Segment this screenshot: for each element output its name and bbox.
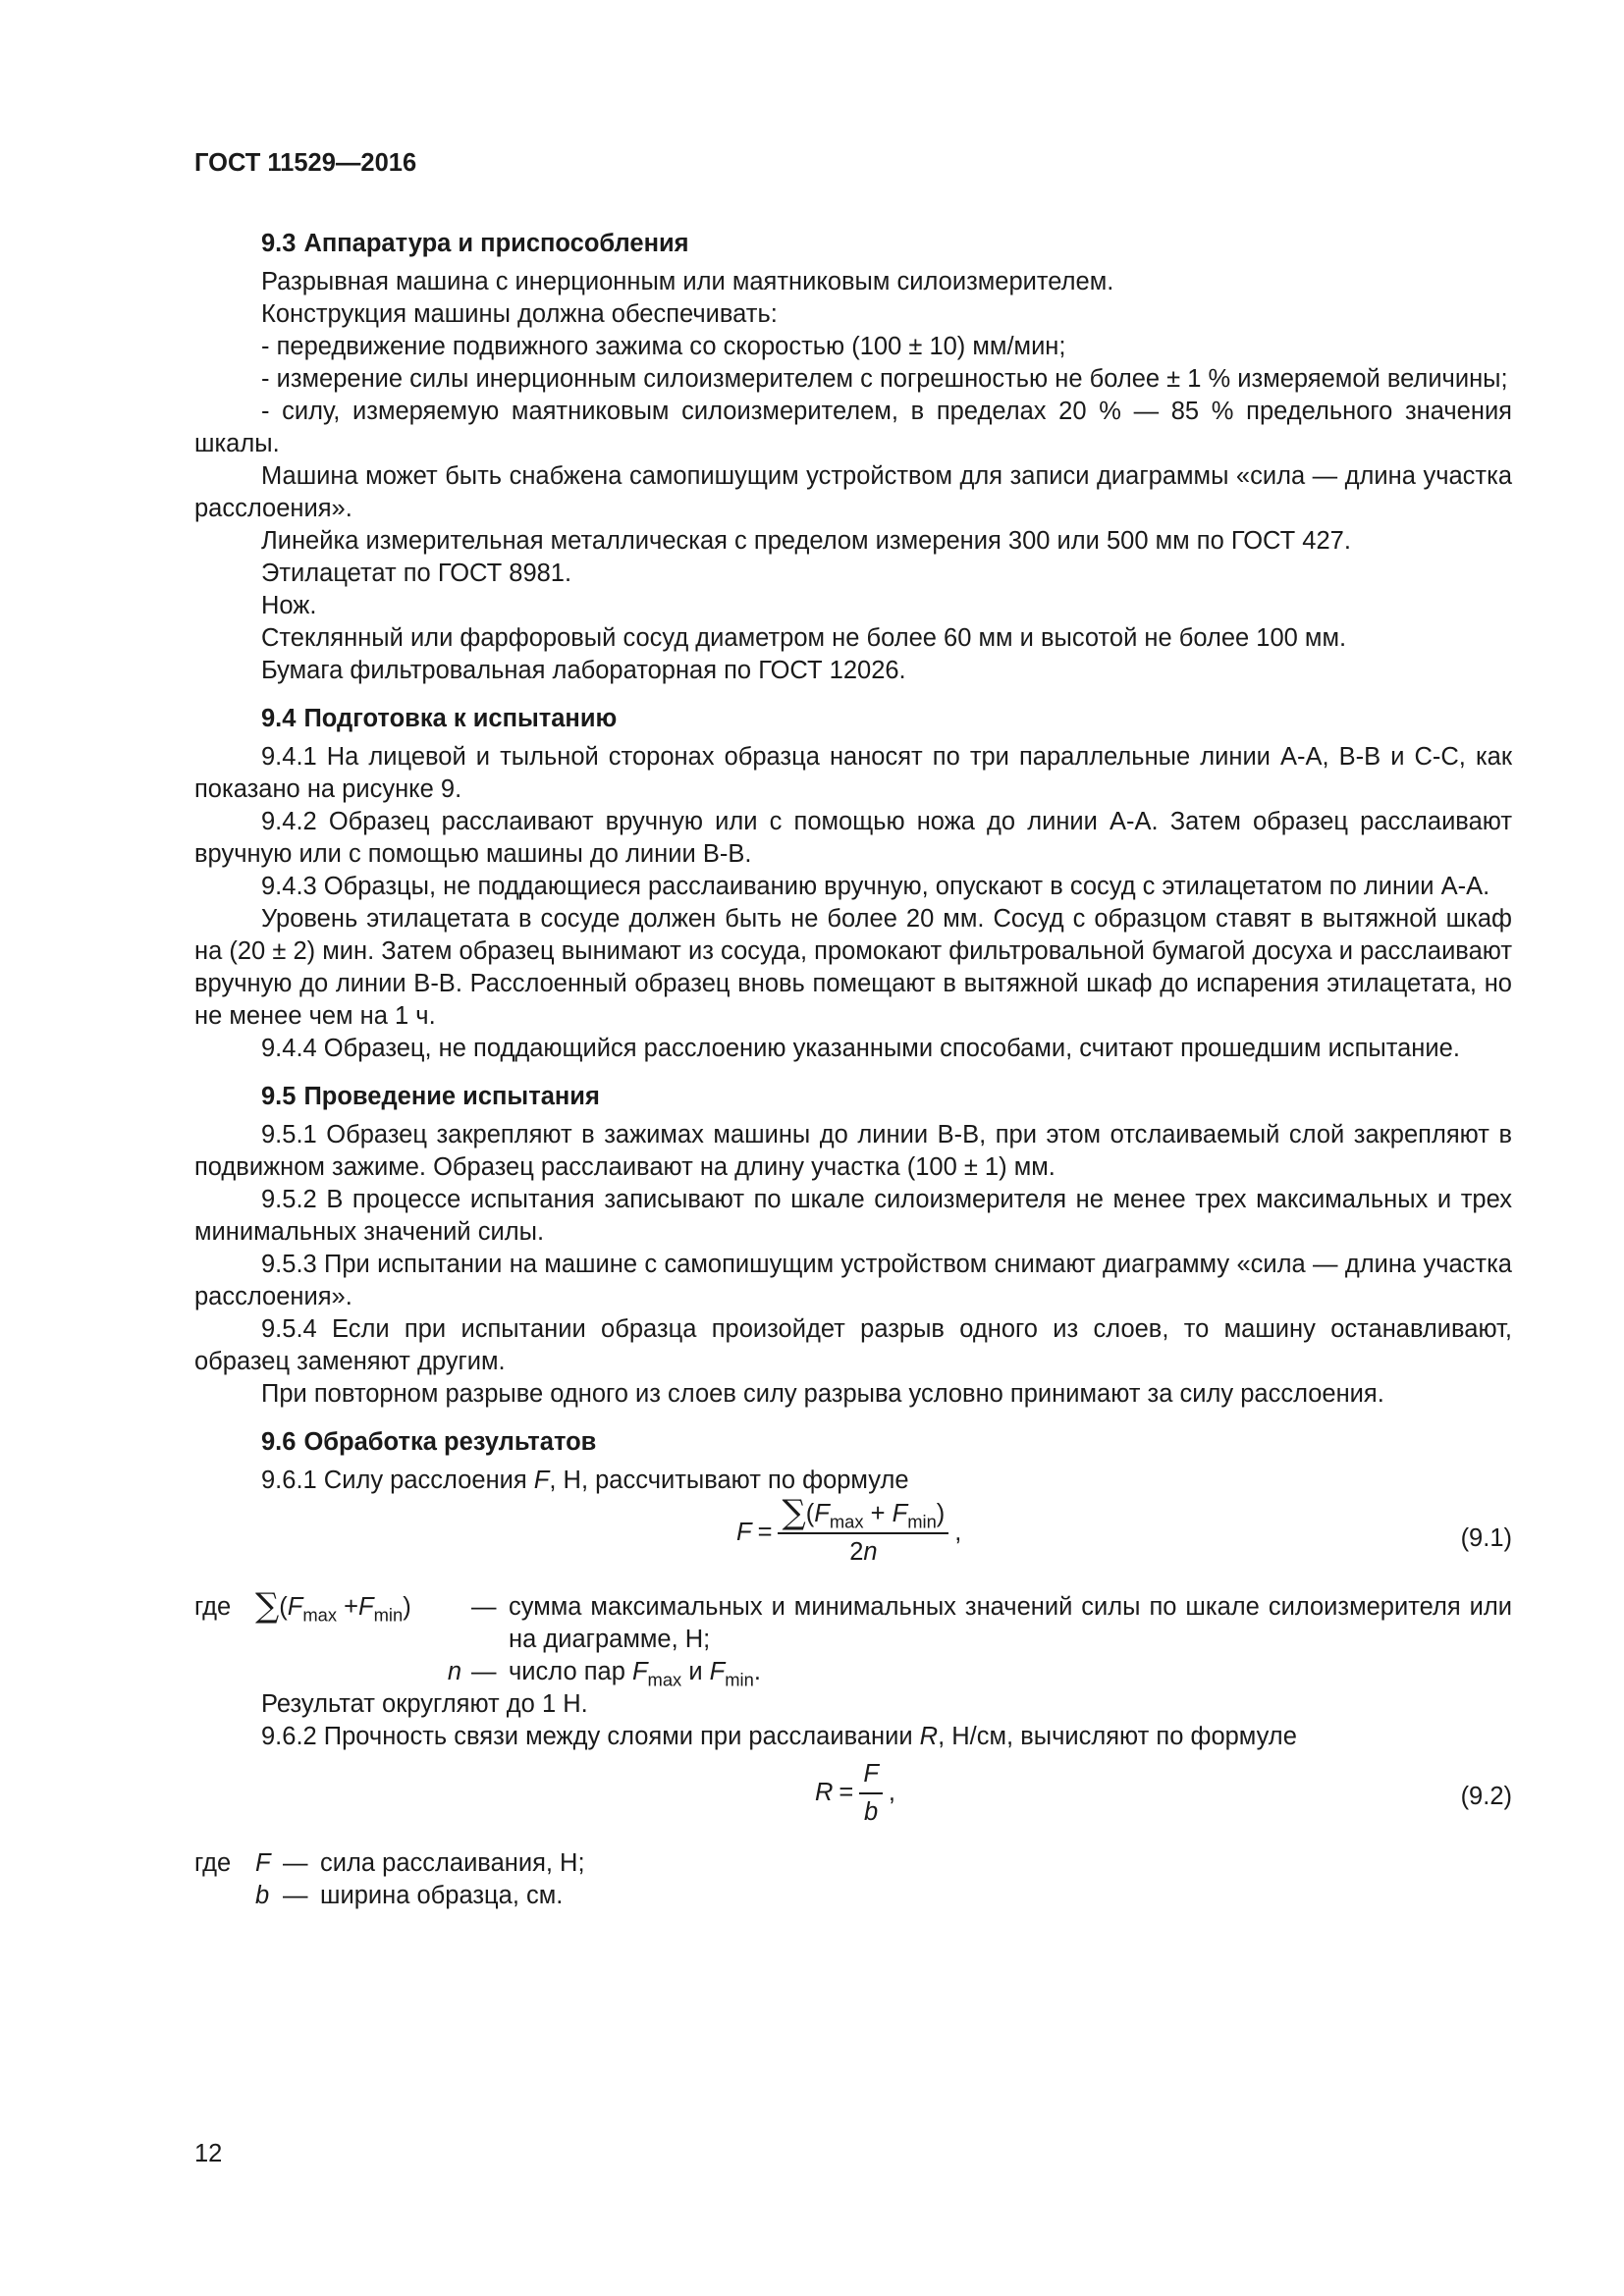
equals-sign: = bbox=[757, 1518, 773, 1546]
paragraph: 9.4.1 На лицевой и тыльной сторонах образца наносят по три параллельные линии А-А, В-В и С-С, как показано на рисунке 9. bbox=[194, 743, 1512, 803]
equation-number: (9.1) bbox=[1460, 1524, 1512, 1552]
where-block-2 bbox=[194, 1847, 1512, 1912]
variable: F bbox=[255, 1849, 271, 1877]
section-number: 9.6 bbox=[261, 1428, 297, 1456]
text: . bbox=[753, 1658, 761, 1685]
paragraph: Нож. bbox=[261, 592, 317, 619]
where-description bbox=[509, 1656, 1512, 1688]
paragraph bbox=[194, 1465, 1512, 1497]
text: 2 bbox=[849, 1538, 864, 1566]
page-content bbox=[194, 228, 1512, 1912]
subscript: min bbox=[725, 1669, 754, 1690]
paragraph: Уровень этилацетата в сосуде должен быть не более 20 мм. Сосуд с образцом ставят в вытяжной шкаф на (20 ± 2) мин. Затем образец вынимают из сосуда, промокают фильтровальной бумагой досуха и расслаивают вручную до линии В-В. Расслоенный образец вновь помещают в вытяжной шкаф до испарения этилацетата, но не менее чем на 1 ч. bbox=[194, 905, 1512, 1030]
subscript: min bbox=[907, 1511, 937, 1532]
plus-sign: + bbox=[344, 1593, 359, 1621]
paragraph: 9.4.3 Образцы, не поддающиеся расслаиванию вручную, опускают в сосуд с этилацетатом по линии А-А. bbox=[261, 873, 1490, 900]
variable: F bbox=[287, 1593, 303, 1621]
where-description: сила расслаивания, Н; bbox=[320, 1849, 585, 1877]
paragraph: Машина может быть снабжена самопишущим устройством для записи диаграммы «сила — длина участка расслоения». bbox=[194, 462, 1512, 522]
comma: , bbox=[888, 1778, 895, 1806]
section-heading-9-4 bbox=[194, 703, 1512, 735]
text: 9.6.1 Силу расслоения bbox=[261, 1467, 534, 1494]
denominator: b bbox=[864, 1798, 879, 1826]
variable: F bbox=[358, 1593, 374, 1621]
fraction bbox=[778, 1493, 948, 1568]
section-title: Аппаратура и приспособления bbox=[303, 230, 689, 257]
section-title: Обработка результатов bbox=[303, 1428, 597, 1456]
variable: F bbox=[814, 1500, 830, 1527]
paren: ( bbox=[805, 1500, 815, 1527]
paragraph: 9.5.1 Образец закрепляют в зажимах машины до линии В-В, при этом отслаиваемый слой закрепляют в подвижном зажиме. Образец расслаивают на длину участка (100 ± 1) мм. bbox=[194, 1121, 1512, 1181]
comma: , bbox=[954, 1518, 962, 1546]
where-description: сумма максимальных и минимальных значений силы по шкале силоизмерителя или на диаграмме, Н; bbox=[509, 1593, 1512, 1653]
subscript: max bbox=[647, 1669, 682, 1690]
section-title: Подготовка к испытанию bbox=[303, 705, 618, 732]
denominator bbox=[849, 1534, 877, 1568]
paragraph: Разрывная машина с инерционным или маятниковым силоизмерителем. bbox=[261, 268, 1114, 295]
paren: ) bbox=[936, 1500, 946, 1527]
variable: R bbox=[919, 1723, 939, 1750]
section-heading-9-3 bbox=[194, 228, 1512, 260]
numerator: F bbox=[859, 1757, 883, 1794]
where-term bbox=[255, 1656, 471, 1688]
paragraph: Конструкция машины должна обеспечивать: bbox=[261, 300, 778, 328]
paragraph bbox=[194, 1721, 1512, 1753]
sum-symbol: ∑ bbox=[782, 1493, 806, 1532]
subscript: max bbox=[302, 1604, 338, 1626]
paragraph: 9.5.4 Если при испытании образца произойдет разрыв одного из слоев, то машину останавливают, образец заменяют другим. bbox=[194, 1315, 1512, 1375]
list-item: - передвижение подвижного зажима со скоростью (100 ± 10) мм/мин; bbox=[261, 333, 1066, 360]
where-description: ширина образца, см. bbox=[320, 1882, 564, 1909]
where-term bbox=[255, 1586, 471, 1656]
dash: — bbox=[283, 1882, 308, 1909]
where-label: где bbox=[194, 1593, 232, 1621]
paren: ) bbox=[403, 1593, 411, 1621]
formula-9-1 bbox=[194, 1493, 1512, 1587]
variable: n bbox=[863, 1538, 878, 1566]
subscript: max bbox=[829, 1511, 864, 1532]
paragraph: Стеклянный или фарфоровый сосуд диаметром не более 60 мм и высотой не более 100 мм. bbox=[261, 624, 1347, 652]
where-term bbox=[255, 1847, 283, 1880]
plus-sign: + bbox=[870, 1500, 886, 1527]
numerator bbox=[778, 1493, 948, 1534]
where-term bbox=[255, 1880, 283, 1912]
text: , Н/см, вычисляют по формуле bbox=[938, 1723, 1297, 1750]
section-number: 9.4 bbox=[261, 705, 297, 732]
variable: F bbox=[709, 1658, 726, 1685]
where-block-1 bbox=[194, 1586, 1512, 1690]
where-row bbox=[194, 1847, 1512, 1880]
formula-body bbox=[736, 1493, 962, 1568]
variable: F bbox=[533, 1467, 550, 1494]
list-item: - силу, измеряемую маятниковым силоизмерителем, в пределах 20 % — 85 % предельного значения шкалы. bbox=[194, 398, 1512, 457]
list-item: - измерение силы инерционным силоизмерителем с погрешностью не более ± 1 % измеряемой величины; bbox=[261, 365, 1508, 393]
dash: — bbox=[471, 1658, 497, 1685]
formula-9-2 bbox=[194, 1753, 1512, 1847]
equation-number: (9.2) bbox=[1460, 1783, 1512, 1810]
section-heading-9-6 bbox=[194, 1426, 1512, 1459]
paragraph: Линейка измерительная металлическая с пределом измерения 300 или 500 мм по ГОСТ 427. bbox=[261, 527, 1351, 555]
subscript: min bbox=[373, 1604, 404, 1626]
paragraph: Бумага фильтровальная лабораторная по ГОСТ 12026. bbox=[261, 657, 906, 684]
page-number: 12 bbox=[194, 2140, 223, 2167]
section-number: 9.3 bbox=[261, 230, 297, 257]
formula-lhs: F bbox=[736, 1518, 752, 1546]
paren: ( bbox=[279, 1593, 288, 1621]
where-label: где bbox=[194, 1849, 232, 1877]
where-row bbox=[194, 1880, 1512, 1912]
document-code-header: ГОСТ 11529—2016 bbox=[194, 149, 417, 177]
paragraph: 9.5.2 В процессе испытания записывают по шкале силоизмерителя не менее трех максимальных и трех минимальных значений силы. bbox=[194, 1186, 1512, 1246]
text: 9.6.2 Прочность связи между слоями при расслаивании bbox=[261, 1723, 920, 1750]
sum-symbol: ∑ bbox=[255, 1586, 280, 1626]
variable: F bbox=[892, 1500, 908, 1527]
paragraph: 9.4.2 Образец расслаивают вручную или с помощью ножа до линии А-А. Затем образец расслаивают вручную или с помощью машины до линии В-В. bbox=[194, 808, 1512, 868]
text: , Н, рассчитывают по формуле bbox=[549, 1467, 909, 1494]
text: и bbox=[681, 1658, 710, 1685]
paragraph: Результат округляют до 1 Н. bbox=[261, 1690, 588, 1718]
formula-body bbox=[815, 1757, 895, 1828]
paragraph: 9.4.4 Образец, не поддающийся расслоению указанными способами, считают прошедшим испытание. bbox=[261, 1035, 1460, 1062]
dash: — bbox=[283, 1849, 308, 1877]
section-title: Проведение испытания bbox=[303, 1083, 600, 1110]
where-row bbox=[194, 1586, 1512, 1656]
dash: — bbox=[471, 1593, 497, 1621]
paragraph: Этилацетат по ГОСТ 8981. bbox=[261, 560, 572, 587]
variable: b bbox=[255, 1882, 270, 1909]
section-number: 9.5 bbox=[261, 1083, 297, 1110]
where-row bbox=[194, 1656, 1512, 1688]
paragraph: 9.5.3 При испытании на машине с самопишущим устройством снимают диаграмму «сила — длина участка расслоения». bbox=[194, 1251, 1512, 1310]
variable: n bbox=[447, 1658, 461, 1685]
formula-lhs: R bbox=[815, 1778, 834, 1806]
variable: F bbox=[631, 1658, 648, 1685]
fraction bbox=[859, 1757, 883, 1828]
section-heading-9-5 bbox=[194, 1081, 1512, 1113]
text: число пар bbox=[509, 1658, 632, 1685]
equals-sign: = bbox=[839, 1778, 854, 1806]
paragraph: При повторном разрыве одного из слоев силу разрыва условно принимают за силу расслоения. bbox=[261, 1380, 1384, 1408]
